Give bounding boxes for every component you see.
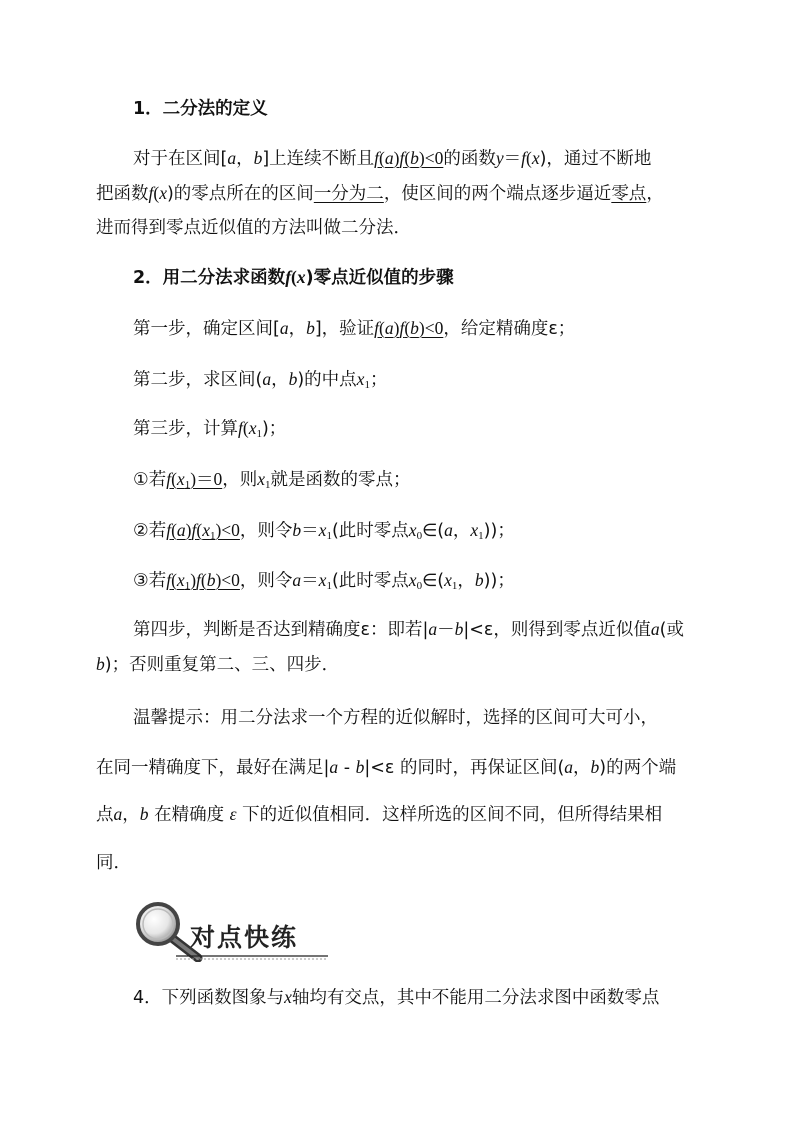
case-3-condition-underlined: $f(x_1)f(b)<0$ — [166, 570, 240, 592]
tip-line-2: 在同一精确度下，最好在满足|a - b|<ε 的同时，再保证区间(a，b)的两个端 — [96, 757, 677, 778]
step-4-line-2: b)；否则重复第二、三、四步． — [96, 654, 340, 675]
case-3: ③若$f(x_1)f(b)<0$，则令$a=x_1$(此时零点$x_0\in(x_1$，b))； — [133, 570, 515, 592]
banner-title: 对点快练 — [190, 923, 299, 952]
case-2: ②若$f(a)f(x_1)<0$，则令$b=x_1$(此时零点$x_0\in(a$，$x_1$))； — [133, 520, 515, 542]
case-1-condition-underlined: $f(x_1)=0$ — [166, 469, 223, 491]
step-1: 第一步，确定区间[a，b]，验证f(a)f(b)<0，给定精确度ε； — [133, 318, 576, 339]
case-1: ①若$f(x_1)=0$，则$x_1$就是函数的零点； — [133, 469, 411, 491]
definition-line-3: 进而得到零点近似值的方法叫做二分法． — [96, 218, 411, 238]
tip-line-4: 同． — [96, 853, 131, 873]
condition-underlined: f(a)f(b)<0 — [374, 148, 444, 168]
step-2: 第二步，求区间(a，b)的中点$x_1$； — [133, 369, 388, 391]
definition-line-2: 把函数f(x)的零点所在的区间一分为二，使区间的两个端点逐步逼近零点， — [96, 183, 664, 204]
definition-line-1: 对于在区间[a，b]上连续不断且f(a)f(b)<0的函数y＝f(x)，通过不断地 — [133, 148, 652, 169]
tip-line-3: 点a，b 在精确度 ε 下的近似值相同．这样所选的区间不同，但所得结果相 — [96, 804, 663, 825]
case-2-condition-underlined: $f(a)f(x_1)<0$ — [166, 520, 240, 542]
practice-banner — [132, 900, 332, 962]
section-2-title: 2．用二分法求函数f(x)零点近似值的步骤 — [133, 267, 454, 288]
tip-line-1: 温馨提示：用二分法求一个方程的近似解时，选择的区间可大可小， — [133, 708, 658, 728]
step-3: 第三步，计算$f(x_1)$； — [133, 418, 287, 440]
section-1-title: 1．二分法的定义 — [133, 99, 268, 119]
zero-point-underlined: 零点 — [611, 184, 647, 204]
question-4: 4．下列函数图象与x轴均有交点，其中不能用二分法求图中函数零点 — [133, 987, 660, 1008]
step-4-line-1: 第四步，判断是否达到精确度ε：即若|a－b|<ε，则得到零点近似值a(或 — [133, 619, 684, 640]
verify-condition-underlined: f(a)f(b)<0 — [374, 318, 444, 338]
split-in-two-underlined: 一分为二 — [313, 184, 384, 204]
